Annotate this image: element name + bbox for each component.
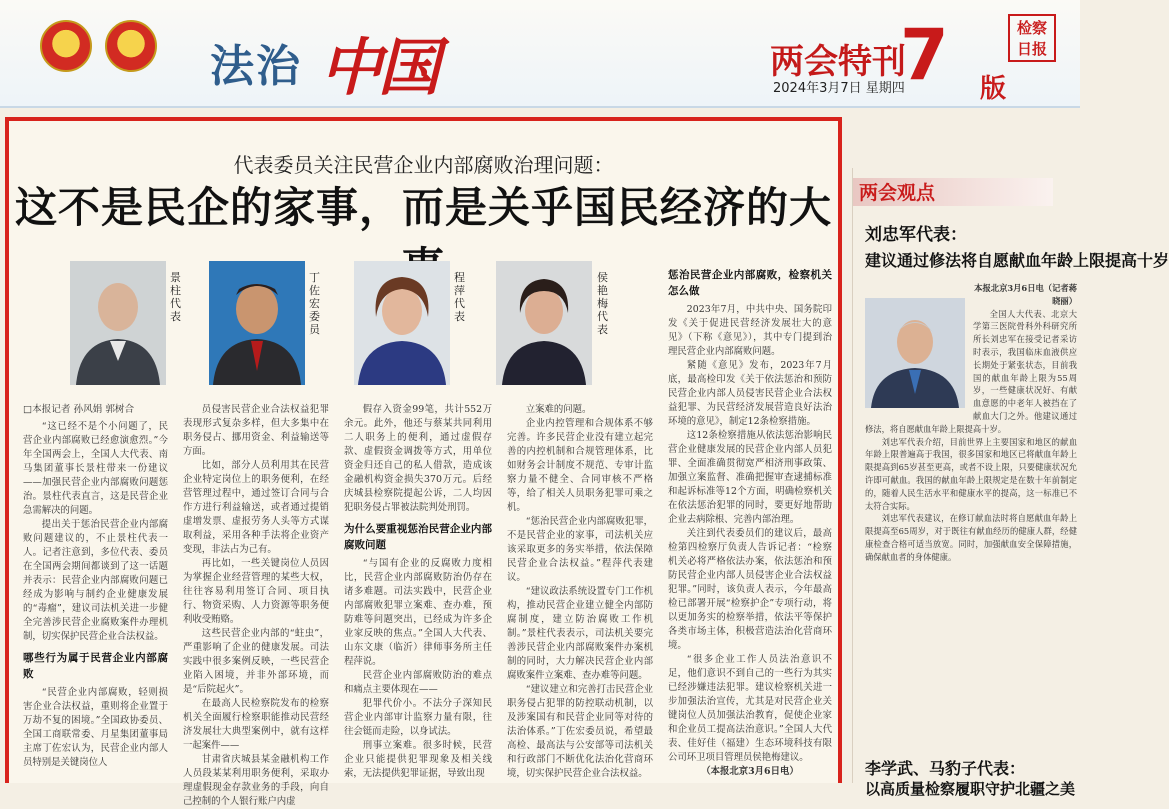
paragraph: 甘肃省庆城县某金融机构工作人员段某某利用职务便利，采取办理虚假现金存款业务的手段，向自己控制的个人银行账户内虚 [183, 754, 329, 807]
paragraph: 立案难的问题。 [525, 404, 592, 415]
photo-dingzuohong [209, 261, 305, 385]
newspaper-seal: 检察日报 [1008, 14, 1056, 62]
paragraph: 刘忠军代表建议，在修订献血法时将自愿献血年龄上限提高至65周岁，对于既往有献血经历的健康人群，经健康检查合格可适当放宽。同时，加强献血安全保障措施，确保献血者的身体健康。 [865, 513, 1077, 562]
paragraph: 这些民营企业内部的“蛀虫”，严重影响了企业的健康发展。司法实践中很多案例反映，一些民营企业陷入困境，并非外部环境，而是“后院起火”。 [183, 628, 329, 695]
byline: □本报记者 孙风娟 郭树合 [23, 404, 135, 415]
issue-date: 2024年3月7日 星期四 [773, 81, 905, 96]
paragraph: 比如，部分人员利用其在民营企业特定岗位上的职务便利，在经营管理过程中，通过签订合同与合作方进行利益输送，或者通过提销虚增发票、虚报劳务人头等方式谋取利益，采用各种手法将企业资产变现，非法占为己有。 [183, 460, 329, 555]
article-column-2 [183, 403, 329, 807]
sidebar-opinions [852, 168, 1169, 798]
special-edition-title: 两会特刊 [770, 42, 906, 82]
subheading: 哪些行为属于民营企业内部腐败 [23, 652, 168, 680]
cppcc-emblem-icon [105, 20, 157, 72]
article-headline: 这不是民企的家事，而是关乎国民经济的大 [14, 183, 832, 232]
photo-caption: 景柱代表 [170, 271, 181, 323]
subheading: 惩治民营企业内部腐败，检察机关怎么做 [668, 269, 832, 297]
main-article [5, 117, 842, 807]
paragraph: 2023年7月，中共中央、国务院印发《关于促进民营经济发展壮大的意见》（下称《意见》），其中专门提到治理民营企业内部腐败问题。 [668, 304, 832, 357]
paragraph: 关注到代表委员们的建议后，最高检第四检察厅负责人告诉记者：“检察机关必将严格依法办案，依法惩治和预防民营企业内部人员侵害企业合法权益犯罪。”同时，该负责人表示，今年最高检已部署开展“检察护企”专项行动，将以更加务实的检察举措，依法平等保护各类市场主体，积极营造法治化营商环境。 [668, 528, 832, 651]
photo-liuzhongjun [865, 298, 967, 408]
photo-houyanmei [496, 261, 592, 385]
paragraph: 全国人大代表、北京大学第三医院骨科外科研究所所长刘忠军在接受记者采访时表示，我国临床血液供应长期处于紧张状态，目前我国的献血年龄上限为55周岁，一些健康状况好、有献血意愿的中老年人被挡在了献血大门之外。他建议通过修法，将自愿献血年龄上限提高十岁。 [865, 308, 1077, 434]
photo-caption: 丁佐宏委员 [309, 271, 320, 336]
paragraph: 紧随《意见》发布，2023年7月底，最高检印发《关于依法惩治和预防民营企业内部人员侵害民营企业合法权益犯罪、为民营经济发展营造良好法治环境的意见》，制定12条检察措施。 [668, 360, 832, 427]
photo-jingzhu [70, 261, 166, 385]
paragraph: 犯罪代价小。不法分子深知民营企业内部审计监察力量有限，往往会铤而走险，以身试法。 [344, 698, 492, 737]
sidebar-person: 刘忠军代表： [865, 225, 967, 245]
masthead-logo-big: 中国 [320, 31, 437, 104]
article-kicker: 代表委员关注民营企业内部腐败治理问题： [233, 153, 614, 177]
paragraph: 刑事立案难。很多时候，民营企业只能提供犯罪现象及相关线索，无法提供犯罪证据，导致出现 [344, 740, 492, 779]
paragraph: 员侵害民营企业合法权益犯罪表现形式复杂多样，但大多集中在职务侵占、挪用资金、利益输送等方面。 [183, 404, 329, 457]
sidebar-topic: 建议通过修法将自愿献血年龄上限提高十岁 [865, 251, 1169, 270]
photo-chengping [354, 261, 450, 385]
article-column-4 [507, 403, 653, 783]
paragraph: 民营企业内部腐败防治的难点和痛点主要体现在—— [344, 670, 492, 695]
paragraph: 这12条检察措施从依法惩治影响民营企业健康发展的民营企业内部人员犯罪、全面准确贯彻宽严相济刑事政策、加强立案监督、准确把握审查逮捕标准和起诉标准等12个方面，明确检察机关在依法惩治犯罪的同时，要更好地帮助企业去病除根、完善内部治理。 [668, 430, 832, 525]
paragraph: “建议政法系统设置专门工作机构，推动民营企业建立健全内部防腐制度，建立防治腐败工作机制。”景柱代表表示，司法机关要完善涉民营企业内部腐败案件办案机制的同时，大力解决民营企业内部腐败案件立案难、查办难等问题。 [507, 586, 653, 681]
paragraph: 刘忠军代表介绍，目前世界上主要国家和地区的献血年龄上限普遍高于我国，很多国家和地区已将献血年龄上限提高到65岁甚至更高，或者不设上限，只要健康状况允许即可献血。我国的献血年龄上限规定是在数十年前制定的，随着人民生活水平和健康水平的提高，这一标准已不太符合实际。 [865, 436, 1077, 511]
paragraph: 在最高人民检察院发布的检察机关全面履行检察职能推动民营经济发展壮大典型案例中，就有这样一起案件—— [183, 698, 329, 751]
photo-caption: 程萍代表 [454, 271, 465, 323]
page-number: 7 [900, 14, 949, 96]
paragraph: “惩治民营企业内部腐败犯罪，不是民营企业的家事，司法机关应该采取更多的务实举措，依法保障民营企业合法权益。”程萍代表建议。 [507, 516, 653, 583]
article-endnote: （本报北京3月6日电） [701, 766, 799, 777]
article-column-3 [344, 403, 492, 783]
subheading: 为什么要重视惩治民营企业内部腐败问题 [344, 523, 492, 551]
opinions-banner-title: 两会观点 [859, 182, 936, 204]
sidebar-text [865, 282, 1077, 750]
sidebar-topic-2: 以高质量检察履职守护北疆之美 [865, 780, 1076, 798]
article-column-5 [668, 261, 832, 783]
paragraph: “这已经不是个小问题了，民营企业内部腐败已经愈演愈烈。”今年全国两会上，全国人大代表、南马集团董事长景柱带来一份建议——加强民营企业内部腐败问题惩治。景柱代表直言，这是民营企业急需解决的问题。 [23, 421, 168, 516]
masthead [0, 0, 1080, 108]
photo-caption: 侯艳梅代表 [597, 271, 608, 336]
article-column-1 [23, 403, 168, 783]
paragraph: 企业内控管理和合规体系不够完善。许多民营企业没有建立起完善的内控机制和合规管理体系，比如财务会计制度不规范、专审计监察力量不健全、合同审核不严格等，给了相关人员职务犯罪可乘之机。 [507, 418, 653, 513]
paragraph: “很多企业工作人员法治意识不足，他们意识不到自己的一些行为其实已经涉嫌违法犯罪。建议检察机关进一步加强法治宣传，尤其是对民营企业关键岗位人员加强法治教育，促使企业家和企业员工提高法治意识。”全国人大代表、佳好佳（福建）生态环境科技有限公司环卫项目管理员侯艳梅建议。 [668, 654, 832, 763]
sidebar-person-2: 李学武、马豹子代表： [865, 759, 1026, 778]
paragraph: 提出关于惩治民营企业内部腐败问题建议的，不止景柱代表一人。记者注意到，多位代表、委员在全国两会期间都谈到了这一话题并表示：民营企业内部腐败问题已经成为影响与制约企业健康发展的“毒瘤”，建议司法机关进一步健全完善涉民营企业腐败案件办理机制，切实保护民营企业合法权益。 [23, 519, 168, 642]
masthead-logo: 法治 [210, 41, 302, 92]
page-suffix: 版 [980, 74, 1007, 104]
sidebar-dateline: 本报北京3月6日电（记者蒋晓丽） [974, 283, 1077, 306]
paragraph: 再比如，一些关键岗位人员因为掌握企业经营管理的某些大权，往往容易利用签订合同、项目执行、物资采购、人力资源等职务便利收受贿赂。 [183, 558, 329, 625]
paragraph: 假存入资金99笔，共计552万余元。此外，他还与蔡某共同利用二人职务上的便利，通过虚假存款、虚假资金调拨等方式，用单位资金归还自己的私人借款，造成该金融机构资金损失370万元。后经庆城县检察院提起公诉，二人均因犯职务侵占罪被法院判处刑罚。 [344, 404, 492, 513]
paragraph: “民营企业内部腐败，轻则损害企业合法权益，重则将企业置于万劫不复的困境。”全国政协委员、全国工商联常委、月星集团董事局主席丁佐宏认为，民营企业内部人员特别是关键岗位人 [23, 687, 168, 768]
paragraph: “建议建立和完善打击民营企业职务侵占犯罪的防控联动机制，以及涉案国有和民营企业同等对待的法治体系。”丁佐宏委员说，希望最高检、最高法与公安部等司法机关和行政部门不断优化法治化营商环境，切实保护民营企业合法权益。 [507, 684, 653, 779]
national-emblem-icon [40, 20, 92, 72]
paragraph: “与国有企业的反腐败力度相比，民营企业内部腐败防治仍存在诸多难题。司法实践中，民营企业内部腐败犯罪立案难、查办难，预防难等问题突出，已经成为许多企业家反映的焦点。”全国人大代表、山东文康（临沂）律师事务所主任程萍说。 [344, 558, 492, 667]
